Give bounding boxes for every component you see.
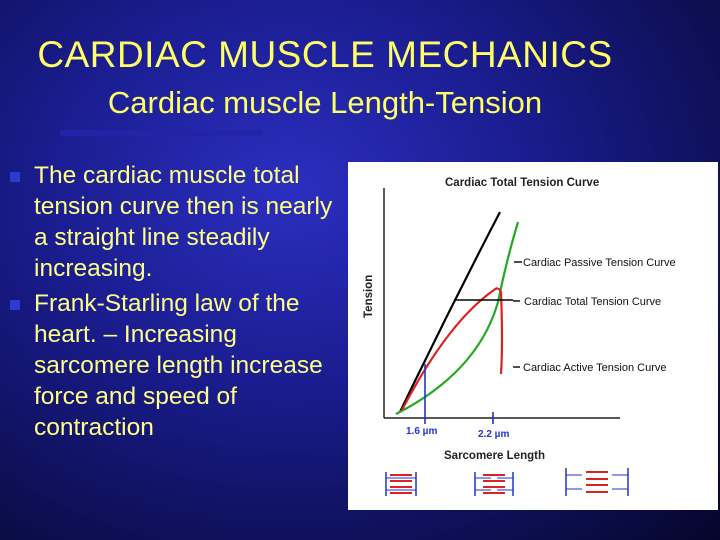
bullet-text: The cardiac muscle total tension curve then is nearly a straight line steadily increasing. xyxy=(34,162,333,282)
slide-subtitle: Cardiac muscle Length-Tension xyxy=(107,85,543,120)
total-tension-curve xyxy=(400,212,500,412)
sarcomere-optimal-icon xyxy=(475,472,513,496)
figure-title: Cardiac Total Tension Curve xyxy=(445,177,600,189)
bullet-list xyxy=(8,160,348,443)
bullet-item xyxy=(8,160,348,284)
x-axis-label: Sarcomere Length xyxy=(444,450,545,462)
passive-label: Cardiac Passive Tension Curve xyxy=(523,257,676,269)
bullet-marker-icon xyxy=(10,300,20,310)
length-tension-figure xyxy=(348,162,718,510)
total-label: Cardiac Total Tension Curve xyxy=(524,296,662,308)
length-tension-diagram xyxy=(348,162,718,510)
y-axis-label: Tension xyxy=(363,274,375,318)
passive-tension-curve xyxy=(396,222,518,414)
sarcomere-short-icon xyxy=(386,472,416,496)
active-label: Cardiac Active Tension Curve xyxy=(523,362,667,374)
tick-1-6: 1.6 µm xyxy=(406,426,438,437)
sarcomere-stretched-icon xyxy=(566,468,628,496)
bullet-item xyxy=(8,288,348,443)
tick-2-2: 2.2 µm xyxy=(478,429,510,440)
bullet-marker-icon xyxy=(10,172,20,182)
title-underline xyxy=(60,130,263,136)
bullet-text: Frank-Starling law of the heart. – Increasing sarcomere length increase force and speed of contraction xyxy=(34,290,323,441)
slide-title: CARDIAC MUSCLE MECHANICS xyxy=(37,34,613,75)
